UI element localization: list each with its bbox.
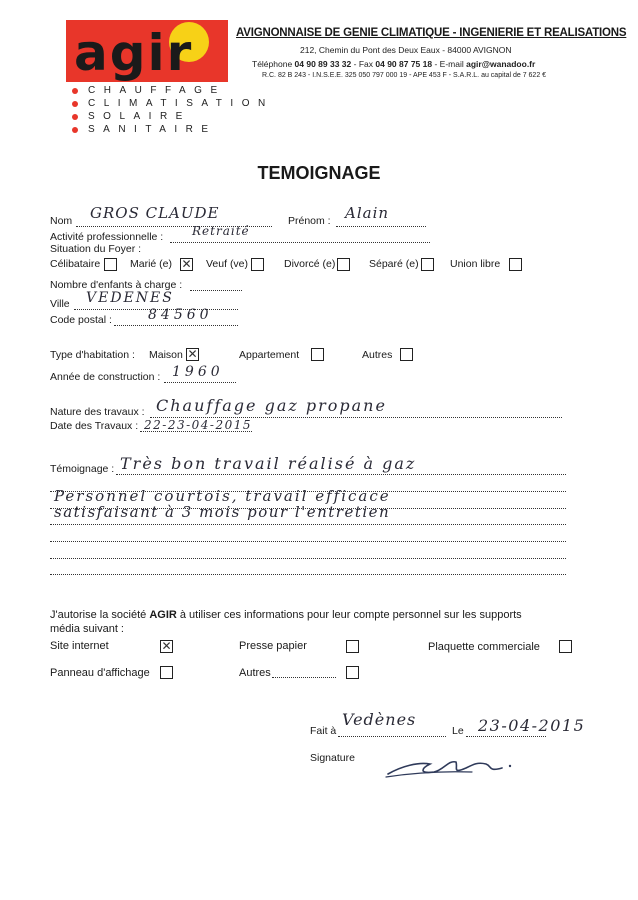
temoignage-text-3[interactable]: satisfaisant à 3 mois pour l'entretien — [54, 503, 391, 521]
signature-label: Signature — [310, 752, 355, 764]
fait-value[interactable]: Vedènes — [342, 710, 417, 729]
autorisation-text: J'autorise la société AGIR à utiliser ces informations pour leur compte personnel sur les supports — [50, 609, 522, 621]
situation-label: Situation du Foyer : — [50, 243, 142, 255]
le-value[interactable]: 23-04-2015 — [478, 716, 586, 735]
company-registration: R.C. 82 B 243 - I.N.S.E.E. 325 050 797 000 19 - APE 453 F - S.A.R.L. au capital de 7 622 € — [262, 72, 547, 79]
annee-label: Année de construction : — [50, 371, 161, 383]
temoignage-text-2[interactable]: Personnel courtois, travail efficace — [54, 487, 391, 505]
media-site-internet-label: Site internet — [50, 640, 109, 652]
signature-mark — [382, 752, 522, 780]
habitation-label: Type d'habitation : — [50, 349, 135, 361]
situation-union-libre-checkbox[interactable] — [509, 258, 522, 271]
nature-value[interactable]: Chauffage gaz propane — [156, 396, 387, 415]
bullet-icon — [72, 101, 78, 107]
situation-marie-label: Marié (e) — [130, 258, 173, 270]
date-value[interactable]: 22-23-04-2015 — [144, 418, 253, 432]
habitation-autres-checkbox[interactable] — [400, 348, 413, 361]
temoignage-line-5 — [50, 541, 566, 542]
activite-value[interactable]: Retraité — [192, 224, 250, 238]
service-item: SOLAIRE — [72, 110, 274, 123]
page-title: TEMOIGNAGE — [257, 163, 381, 183]
media-plaquette-label: Plaquette commerciale — [428, 641, 540, 653]
media-presse-papier-checkbox[interactable] — [346, 640, 359, 653]
enfants-label: Nombre d'enfants à charge : — [50, 279, 183, 291]
media-autres-line — [272, 677, 336, 678]
bullet-icon — [72, 127, 78, 133]
service-item: CLIMATISATION — [72, 97, 274, 110]
situation-celibataire-label: Célibataire — [50, 258, 101, 270]
fait-label: Fait à — [310, 725, 337, 737]
date-label: Date des Travaux : — [50, 420, 139, 432]
service-item: SANITAIRE — [72, 123, 274, 136]
media-site-internet-checkbox[interactable]: ✕ — [161, 639, 172, 653]
code-postal-label: Code postal : — [50, 314, 112, 326]
temoignage-line-4 — [50, 524, 566, 525]
company-contact: Téléphone 04 90 89 33 32 - Fax 04 90 87 75 18 - E-mail agir@wanadoo.fr — [252, 59, 536, 69]
ville-value[interactable]: VEDENES — [86, 290, 174, 306]
logo-text: agir — [74, 24, 194, 82]
service-item: CHAUFFAGE — [72, 84, 274, 97]
prenom-label: Prénom : — [288, 215, 331, 227]
situation-celibataire-checkbox[interactable] — [104, 258, 117, 271]
temoignage-line-1 — [116, 474, 566, 475]
prenom-value[interactable]: Alain — [345, 204, 390, 222]
media-presse-papier-label: Presse papier — [239, 640, 307, 652]
temoignage-line-6 — [50, 558, 566, 559]
le-label: Le — [452, 725, 464, 737]
situation-veuf-label: Veuf (ve) — [206, 258, 249, 270]
temoignage-line-7 — [50, 574, 566, 575]
temoignage-text-1[interactable]: Très bon travail réalisé à gaz — [120, 454, 417, 473]
code-postal-value[interactable]: 84560 — [148, 307, 213, 323]
company-name: AVIGNONNAISE DE GENIE CLIMATIQUE - INGENIERIE ET REALISATIONS — [236, 27, 627, 39]
agir-logo — [66, 20, 228, 82]
enfants-line — [190, 290, 242, 291]
nom-value[interactable]: GROS CLAUDE — [90, 204, 220, 222]
nom-label: Nom — [50, 215, 73, 227]
fait-line — [338, 736, 446, 737]
prenom-line — [336, 226, 426, 227]
company-address: 212, Chemin du Pont des Deux Eaux - 84000 AVIGNON — [300, 45, 512, 55]
situation-divorce-checkbox[interactable] — [337, 258, 350, 271]
media-autres-checkbox[interactable] — [346, 666, 359, 679]
nature-label: Nature des travaux : — [50, 406, 145, 418]
media-panneau-checkbox[interactable] — [160, 666, 173, 679]
activite-label: Activité professionnelle : — [50, 231, 164, 243]
situation-union-libre-label: Union libre — [450, 258, 501, 270]
habitation-maison-checkbox[interactable]: ✕ — [187, 347, 198, 361]
le-line — [466, 736, 546, 737]
situation-separe-label: Séparé (e) — [369, 258, 419, 270]
ville-label: Ville — [50, 298, 70, 310]
autorisation-text-2: média suivant : — [50, 623, 124, 635]
media-autres-label: Autres — [239, 667, 271, 679]
temoignage-label: Témoignage : — [50, 463, 115, 475]
activite-line — [170, 242, 430, 243]
bullet-icon — [72, 114, 78, 120]
media-plaquette-checkbox[interactable] — [559, 640, 572, 653]
situation-separe-checkbox[interactable] — [421, 258, 434, 271]
annee-value[interactable]: 1960 — [172, 364, 224, 380]
habitation-maison-label: Maison — [149, 349, 183, 361]
habitation-appartement-label: Appartement — [239, 349, 300, 361]
situation-veuf-checkbox[interactable] — [251, 258, 264, 271]
habitation-appartement-checkbox[interactable] — [311, 348, 324, 361]
code-postal-line — [114, 325, 238, 326]
bullet-icon — [72, 88, 78, 94]
situation-divorce-label: Divorcé (e) — [284, 258, 336, 270]
habitation-autres-label: Autres — [362, 349, 393, 361]
annee-line — [164, 382, 236, 383]
media-panneau-label: Panneau d'affichage — [50, 667, 150, 679]
services-list — [72, 84, 274, 136]
situation-marie-checkbox[interactable]: ✕ — [181, 257, 192, 271]
